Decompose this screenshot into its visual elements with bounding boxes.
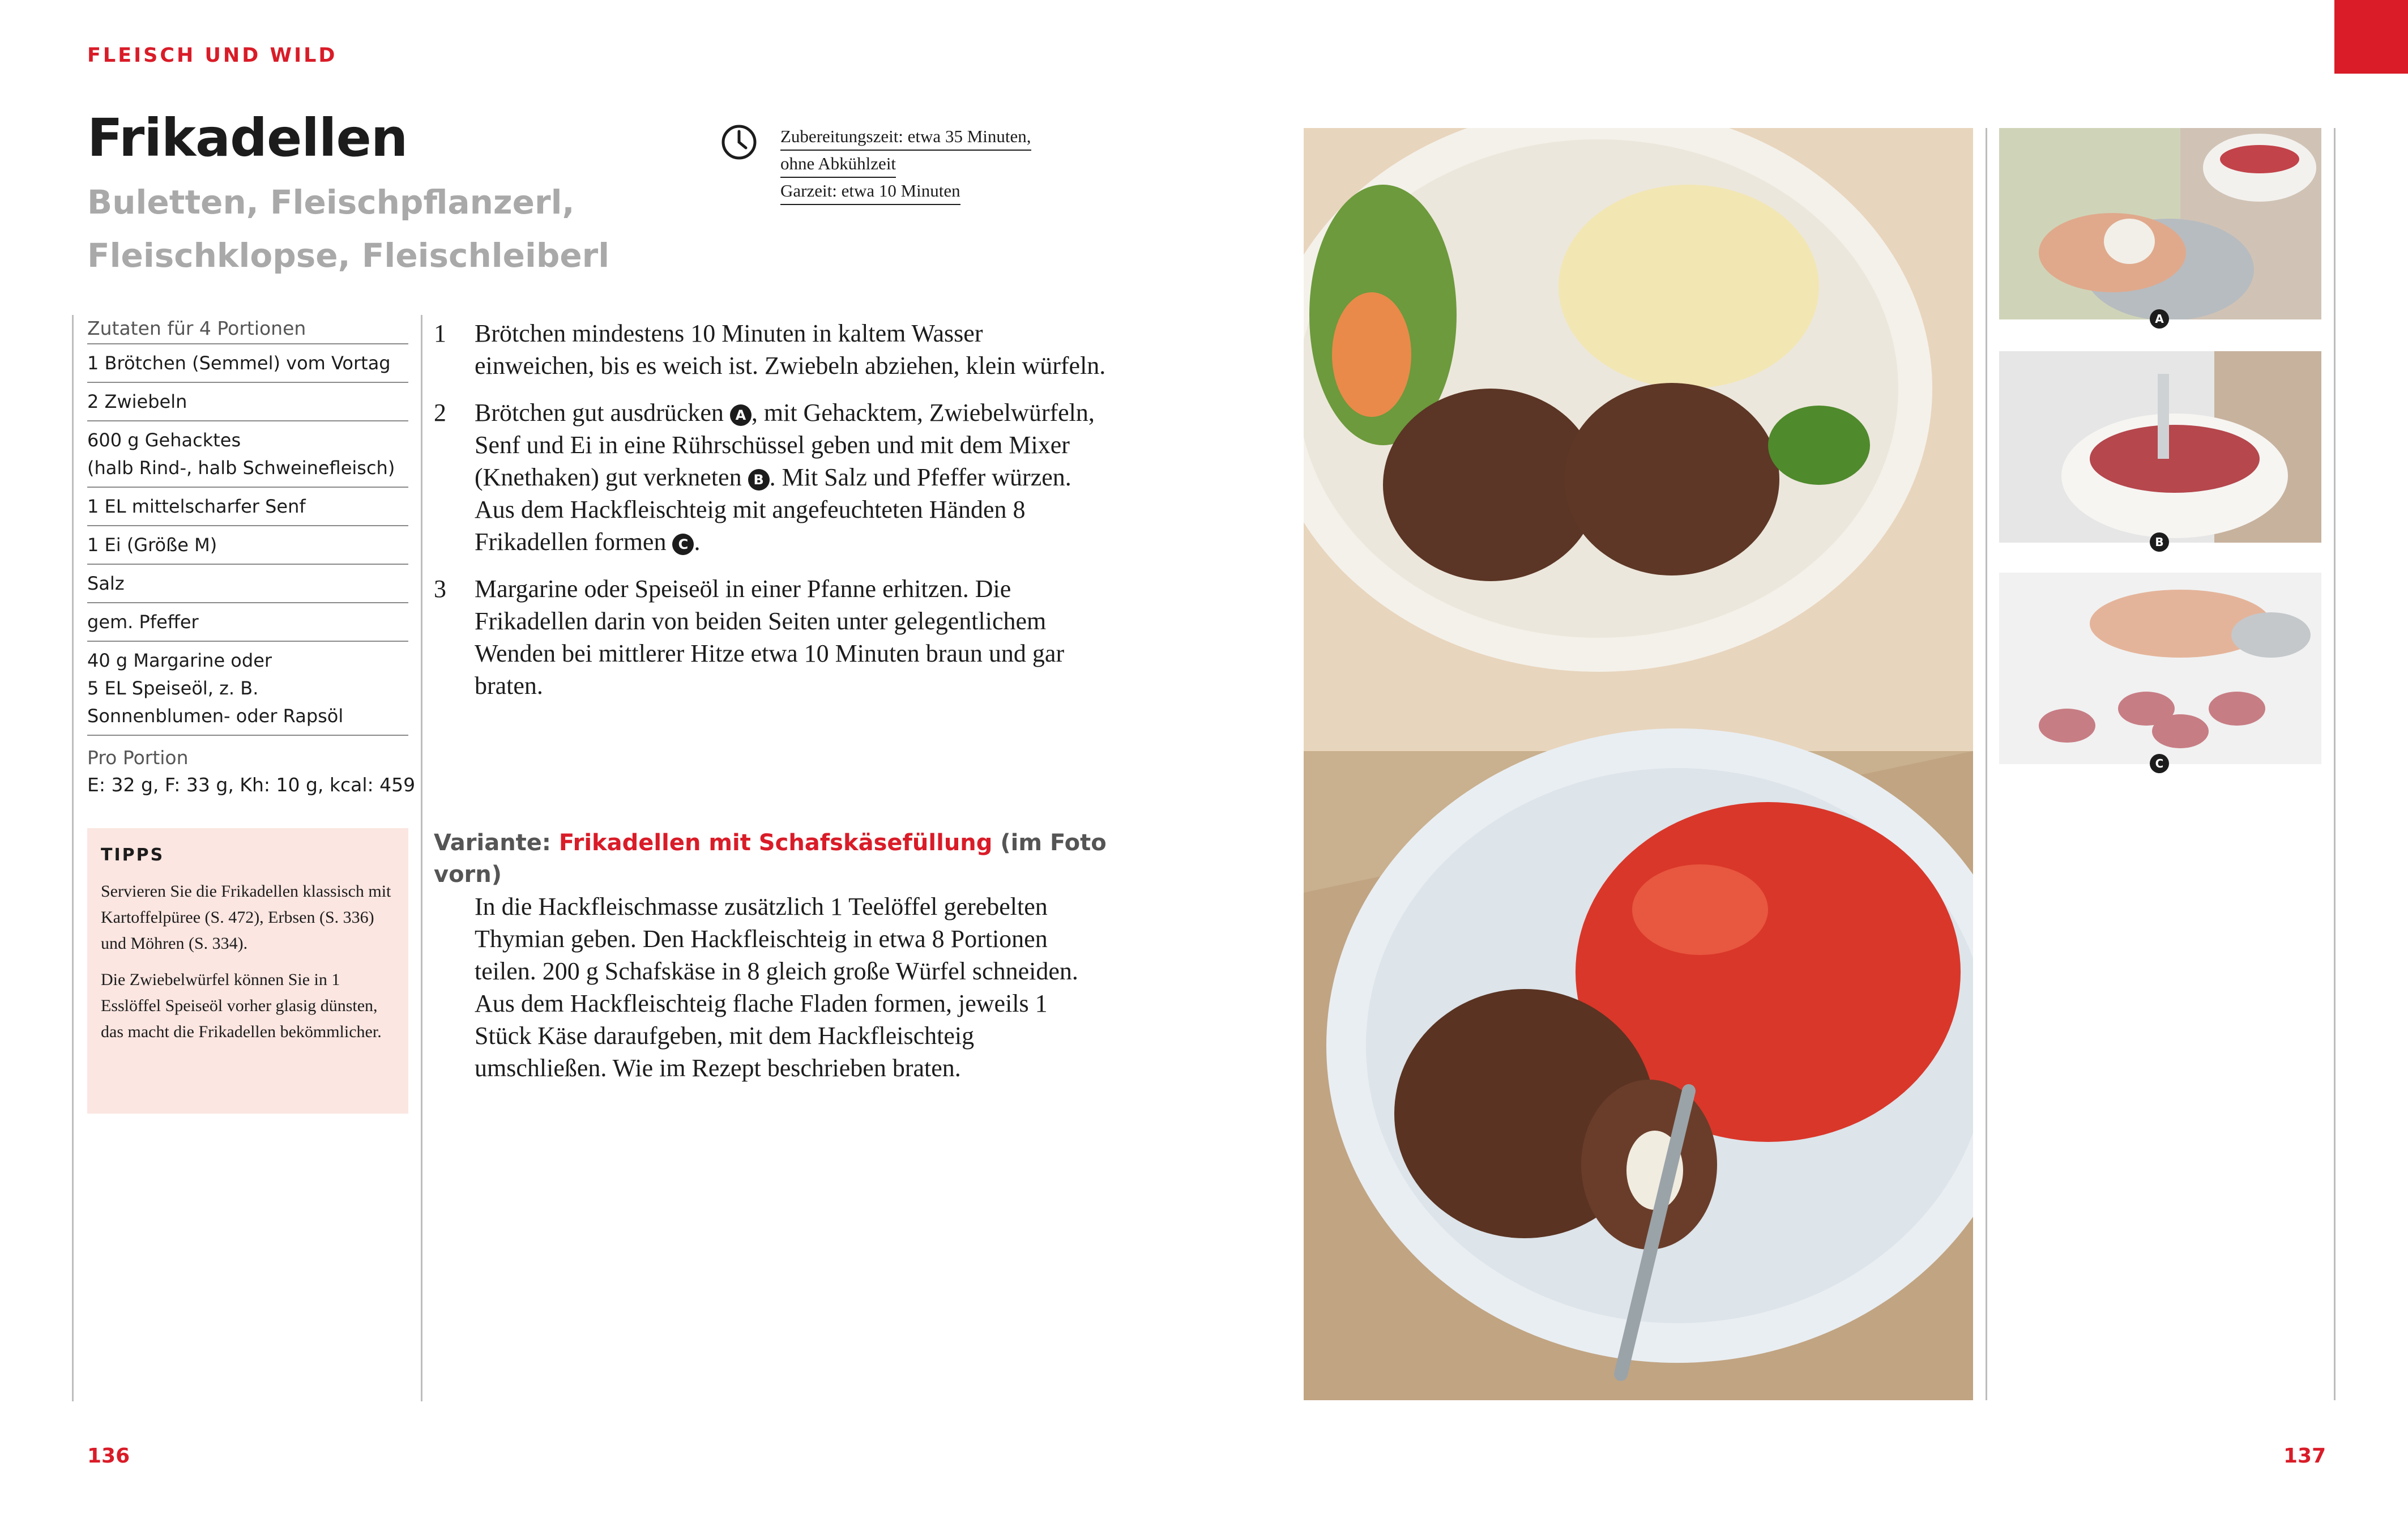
recipe-subtitle xyxy=(87,176,654,282)
step-text: Brötchen gut ausdrücken A , mit Gehacktem, Zwiebelwürfeln, Senf und Ei in eine Rührschüssel geben und mit dem Mixer (Knethaken) gut verkneten B . Mit Salz und Pfeffer würzen. Aus dem Hackfleischteig mit angefeuchteten Händen 8 Frikadellen formen C . xyxy=(475,399,1095,556)
ingredient-item: 40 g Margarine oder 5 EL Speiseöl, z. B. Sonnenblumen- oder Rapsöl xyxy=(87,641,408,736)
ingredient-item: 2 Zwiebeln xyxy=(87,382,408,420)
step-number: 3 xyxy=(434,575,446,603)
ingredient-item: 1 EL mittelscharfer Senf xyxy=(87,487,408,525)
step-b-photo xyxy=(1999,351,2321,543)
photo-ref-a-icon: A xyxy=(730,404,752,426)
photo-label-a-icon: A xyxy=(2150,309,2169,329)
portion-heading: Pro Portion xyxy=(87,747,189,769)
variant-text: In die Hackfleischmasse zusätzlich 1 Teelöffel gerebelten Thymian geben. Den Hackfleischteig in etwa 8 Portionen teilen. 200 g Schafskäse in 8 gleich große Würfel schneiden. Aus dem Hackfleischteig flache Fladen formen, jeweils 1 Stück Käse daraufgeben, mit dem Hackfleischteig umschließen. Wie im Rezept beschrieben braten. xyxy=(475,893,1078,1082)
clock-icon xyxy=(720,123,758,161)
photo-ref-b-icon: B xyxy=(748,469,770,491)
step-c-photo xyxy=(1999,573,2321,764)
photo-column-rule-right xyxy=(2334,128,2336,1400)
variant-heading: Variante: Frikadellen mit Schafskäsefüllung (im Foto vorn) xyxy=(434,830,1107,888)
subtitle-line-1: Buletten, Fleischpflanzerl, xyxy=(87,183,575,221)
timing-line-1: Zubereitungszeit: etwa 35 Minuten, xyxy=(780,123,1031,151)
ingredients-list xyxy=(87,343,408,736)
tips-title: TIPPS xyxy=(101,845,165,865)
photo-column-rule-left xyxy=(1986,128,1987,1400)
ingredient-item: Salz xyxy=(87,564,408,602)
step-number: 2 xyxy=(434,399,446,427)
photo-label-b-icon: B xyxy=(2150,532,2169,552)
step-text: Margarine oder Speiseöl in einer Pfanne erhitzen. Die Frikadellen darin von beiden Seiten unter gelegentlichem Wenden bei mittlerer Hitze etwa 10 Minuten braun und gar braten. xyxy=(475,575,1065,700)
section-label: FLEISCH UND WILD xyxy=(87,44,338,67)
step-a-photo xyxy=(1999,128,2321,319)
left-column-rule xyxy=(72,315,74,1401)
nutrition-values: E: 32 g, F: 33 g, Kh: 10 g, kcal: 459 xyxy=(87,774,416,796)
variant-section xyxy=(434,827,1108,1084)
page-number-left: 136 xyxy=(87,1444,130,1468)
photo-ref-c-icon: C xyxy=(672,534,694,555)
chapter-tab xyxy=(2334,0,2408,74)
step-1 xyxy=(434,317,1108,382)
variant-name: Frikadellen mit Schafskäsefüllung xyxy=(558,830,993,856)
step-3 xyxy=(434,573,1108,702)
ingredient-item: gem. Pfeffer xyxy=(87,602,408,641)
step-text: Brötchen mindestens 10 Minuten in kaltem Wasser einweichen, bis es weich ist. Zwiebeln abziehen, klein würfeln. xyxy=(475,319,1106,380)
tip-paragraph: Die Zwiebelwürfel können Sie in 1 Esslöffel Speiseöl vorher glasig dünsten, das macht die Frikadellen bekömmlicher. xyxy=(101,970,382,1041)
tips-box xyxy=(87,828,408,1114)
recipe-title: Frikadellen xyxy=(87,108,408,168)
timing-info xyxy=(780,123,1031,205)
tip-paragraph: Servieren Sie die Frikadellen klassisch mit Kartoffelpüree (S. 472), Erbsen (S. 336) und Möhren (S. 334). xyxy=(101,882,391,953)
step-number: 1 xyxy=(434,319,446,347)
instruction-steps xyxy=(434,317,1108,717)
ingredient-item: 1 Ei (Größe M) xyxy=(87,525,408,564)
middle-column-rule xyxy=(421,315,422,1401)
step-2 xyxy=(434,397,1108,558)
timing-line-3: Garzeit: etwa 10 Minuten xyxy=(780,178,960,205)
timing-line-2: ohne Abkühlzeit xyxy=(780,151,896,178)
page-number-right: 137 xyxy=(2283,1444,2326,1468)
ingredient-item: 600 g Gehacktes (halb Rind-, halb Schweinefleisch) xyxy=(87,420,408,487)
photo-label-c-icon: C xyxy=(2150,754,2169,773)
subtitle-line-2: Fleischklopse, Fleischleiberl xyxy=(87,236,610,275)
ingredient-item: 1 Brötchen (Semmel) vom Vortag xyxy=(87,343,408,382)
ingredients-heading: Zutaten für 4 Portionen xyxy=(87,317,306,339)
frikadellen-photo xyxy=(1304,128,1973,1400)
